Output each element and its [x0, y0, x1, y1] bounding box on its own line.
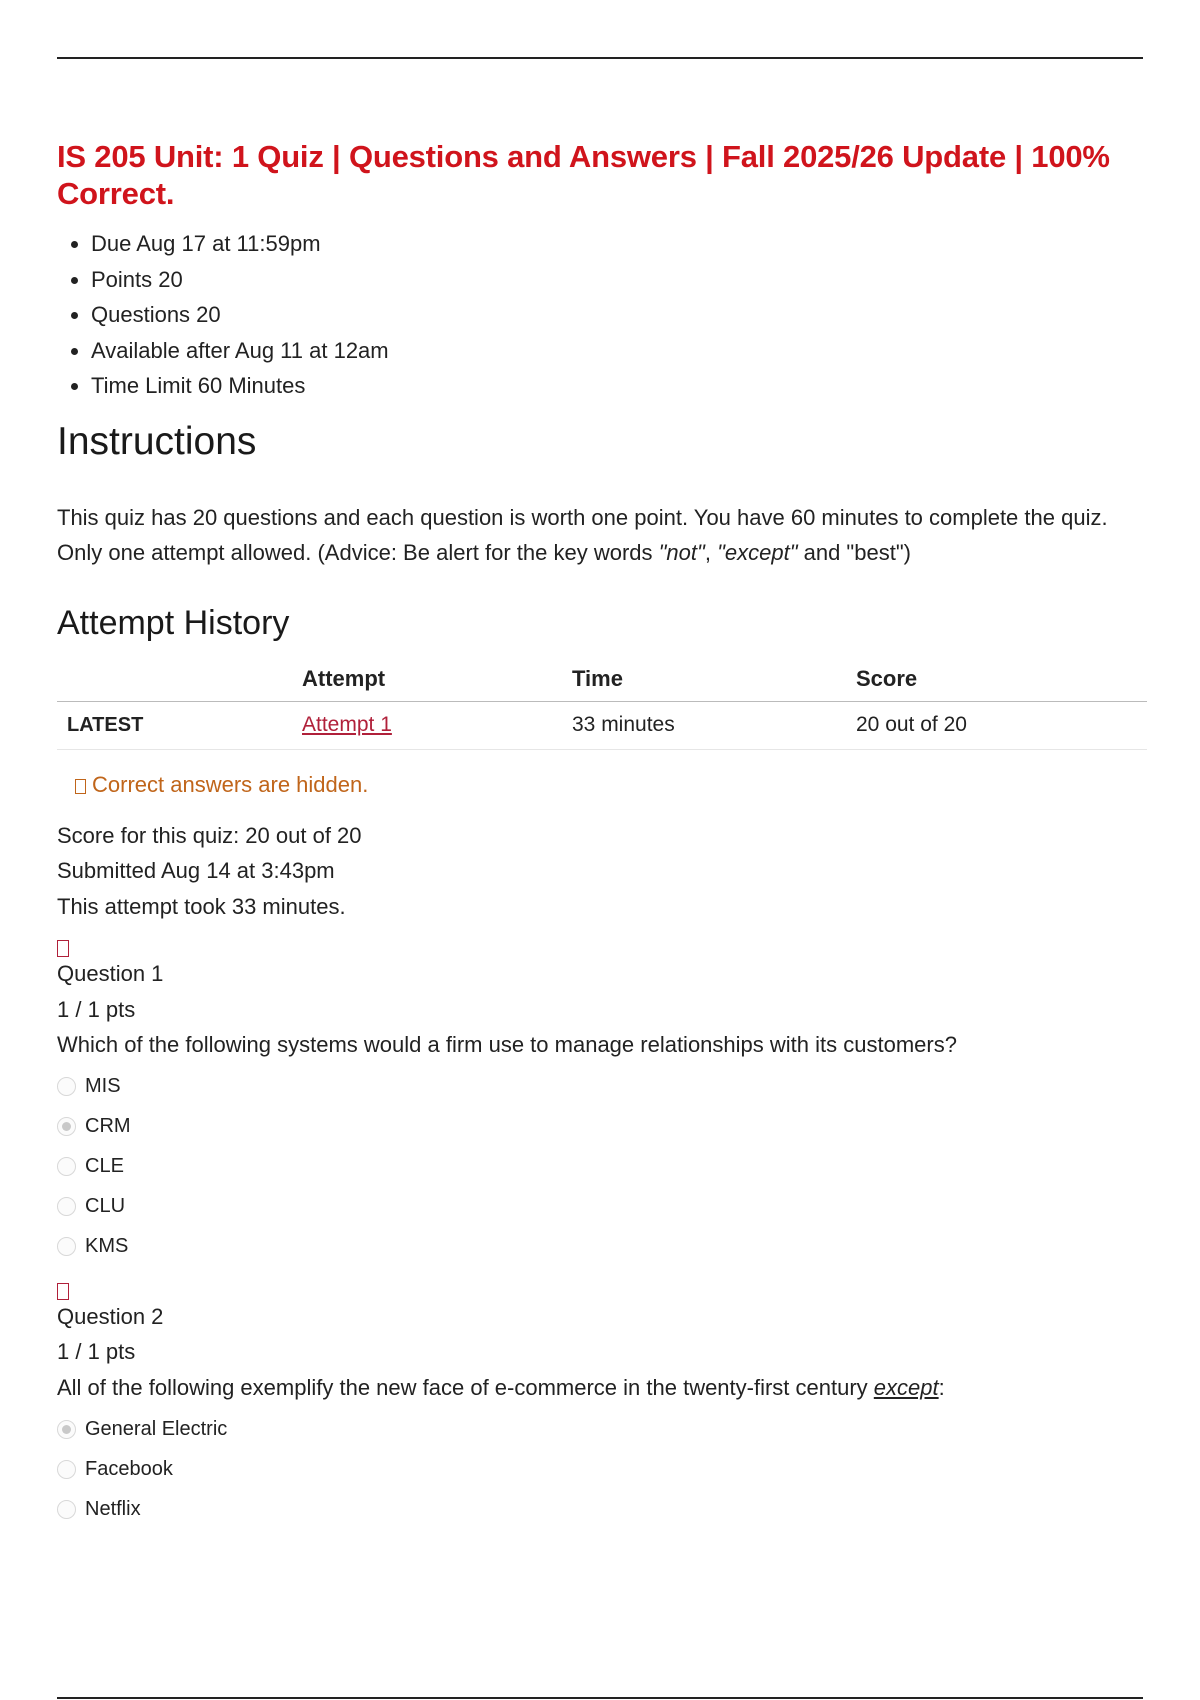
- answer-option[interactable]: General Electric: [57, 1409, 1147, 1449]
- attempt-history-table: [57, 666, 1147, 750]
- flag-icon[interactable]: [57, 1283, 69, 1300]
- question-title: Question 1: [57, 961, 164, 986]
- question-text: Which of the following systems would a firm use to manage relationships with its customers?: [57, 1032, 957, 1057]
- question-points: 1 / 1 pts: [57, 1339, 136, 1364]
- quiz-meta-list: [57, 226, 1147, 404]
- question-flag: [57, 1279, 1147, 1299]
- document-title: IS 205 Unit: 1 Quiz | Questions and Answers | Fall 2025/26 Update | 100% Correct.: [57, 139, 1110, 211]
- duration-line: This attempt took 33 minutes.: [57, 893, 346, 919]
- radio-button-selected[interactable]: [57, 1420, 76, 1439]
- meta-questions: • Questions 20: [91, 297, 1147, 333]
- answer-option[interactable]: CLU: [57, 1187, 1147, 1227]
- radio-button[interactable]: [57, 1460, 76, 1479]
- answer-option[interactable]: MIS: [57, 1067, 1147, 1107]
- bottom-rule: [57, 1697, 1143, 1699]
- radio-button[interactable]: [57, 1197, 76, 1216]
- hidden-answers-notice: [75, 772, 1147, 798]
- answer-option[interactable]: KMS: [57, 1227, 1147, 1267]
- answer-option[interactable]: CLE: [57, 1147, 1147, 1187]
- answer-option[interactable]: Netflix: [57, 1489, 1147, 1529]
- answer-option[interactable]: CRM: [57, 1107, 1147, 1147]
- question-text: All of the following exemplify the new face of e-commerce in the twenty-first century except:: [57, 1374, 945, 1400]
- score-line: Score for this quiz: 20 out of 20: [57, 822, 362, 848]
- score-cell: 20 out of 20: [846, 701, 1147, 749]
- attempt-cell: [292, 701, 562, 749]
- meta-time-limit: • Time Limit 60 Minutes: [91, 368, 1147, 404]
- question-points: 1 / 1 pts: [57, 996, 136, 1022]
- question-title: Question 2: [57, 1303, 164, 1329]
- score-summary: [57, 818, 1147, 925]
- attempt-1-link[interactable]: Attempt 1: [302, 713, 392, 736]
- column-header: [57, 666, 292, 702]
- answer-option[interactable]: Facebook: [57, 1449, 1147, 1489]
- flag-icon[interactable]: [57, 940, 69, 957]
- column-header-time: Time: [562, 666, 846, 702]
- submitted-line: Submitted Aug 14 at 3:43pm: [57, 858, 335, 883]
- keyword-except: except: [873, 1374, 939, 1400]
- radio-button[interactable]: [57, 1237, 76, 1256]
- column-header-attempt: Attempt: [292, 666, 562, 702]
- radio-button[interactable]: [57, 1157, 76, 1176]
- instructions-heading: Instructions: [57, 419, 257, 463]
- table-header-row: [57, 666, 1147, 702]
- meta-due: • Due Aug 17 at 11:59pm: [91, 226, 1147, 262]
- keyword-not: "not": [658, 539, 705, 565]
- column-header-score: Score: [846, 666, 1147, 702]
- answer-options: [57, 1067, 1147, 1267]
- time-cell: 33 minutes: [562, 701, 846, 749]
- info-icon: [75, 779, 86, 794]
- keyword-except: "except": [717, 539, 798, 565]
- radio-button[interactable]: [57, 1077, 76, 1096]
- answer-options: [57, 1409, 1147, 1529]
- meta-points: • Points 20: [91, 262, 1147, 298]
- instructions-text: This quiz has 20 questions and each question is worth one point. You have 60 minutes to complete the quiz. Only one attempt allowed. (Advice: Be alert for the key words "not", "except" and "best"): [57, 504, 1108, 565]
- latest-label: LATEST: [57, 701, 292, 749]
- quiz-document: [57, 138, 1147, 1529]
- radio-button-selected[interactable]: [57, 1117, 76, 1136]
- radio-button[interactable]: [57, 1500, 76, 1519]
- notice-text: Correct answers are hidden.: [92, 771, 369, 797]
- question-flag: [57, 936, 1147, 956]
- attempt-history-heading: Attempt History: [57, 603, 290, 642]
- question-2: [57, 1279, 1147, 1530]
- question-1: [57, 936, 1147, 1267]
- table-row: [57, 701, 1147, 749]
- top-rule: [57, 57, 1143, 59]
- meta-available: • Available after Aug 11 at 12am: [91, 333, 1147, 369]
